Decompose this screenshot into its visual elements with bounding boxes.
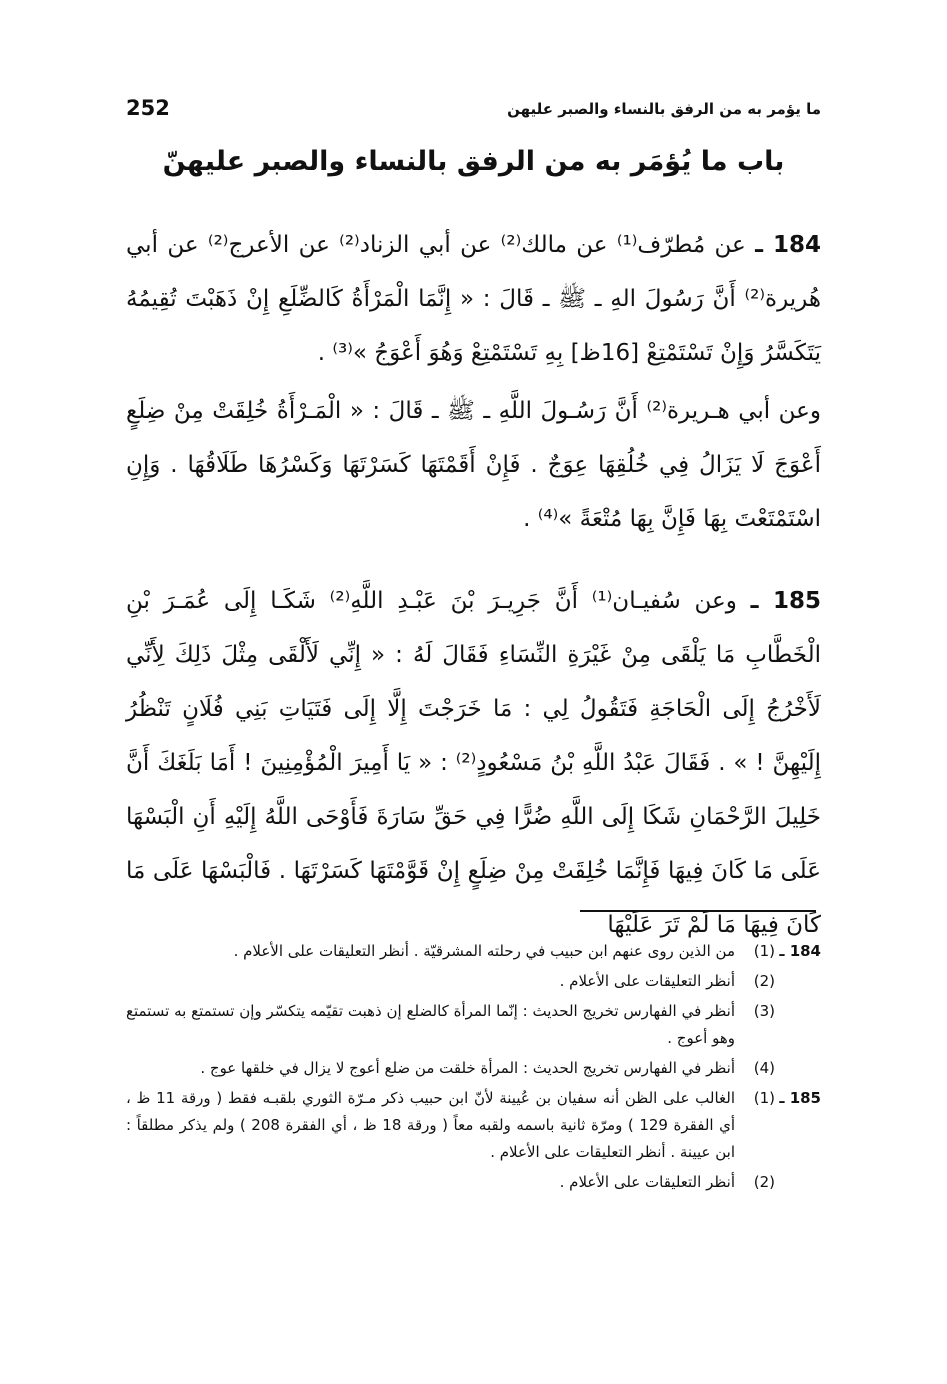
footnote-text: من الذين روى عنهم ابن حبيب في رحلته المشرقيّة . أنظر التعليقات على الأعلام . (233, 942, 735, 960)
footnote (126, 1169, 821, 1196)
footnote-group: 185 ـ (779, 1089, 821, 1107)
chapter-title: باب ما يُؤمَر به من الرفق بالنساء والصبر عليهنّ (162, 146, 785, 177)
hadith-184-variant (126, 384, 821, 546)
hadith-184 (126, 218, 821, 380)
footnote-number: (1) (753, 1089, 775, 1107)
footnote-text: الغالب على الظن أنه سفيان بن عُيينة لأنّ ابن حبيب ذكر مـرّة الثوري بلقبـه فقط ( ورقة 11 ظ ، أي الفقرة 129 ) ومرّة ثانية باسمه ولقبه معاً ( ورقة 18 ظ ، أي الفقرة 208 ) ولم يذكر مطلقاً : ابن عيينة . أنظر التعليقات على الأعلام . (126, 1089, 735, 1161)
hadith-number: 185 ـ (750, 588, 821, 614)
footnote-group (775, 1055, 821, 1082)
footnote-number: (1) (753, 942, 775, 960)
footnote (126, 968, 821, 995)
footnote-number: (2) (753, 1173, 775, 1191)
footnote-number: (4) (753, 1059, 775, 1077)
footnote-group (775, 968, 821, 995)
hadith-number: 184 ـ (755, 232, 822, 258)
footnote-text: أنظر التعليقات على الأعلام . (559, 972, 735, 990)
hadith-185 (126, 574, 821, 952)
footnote-group: 184 ـ (779, 942, 821, 960)
footnote (126, 998, 821, 1052)
footnote-group (775, 998, 821, 1052)
footnote-text: أنظر في الفهارس تخريج الحديث : إنّما المرأة كالضلع إن ذهبت تقيّمه يتكسّر وإن تستمتع به تستمتع وهو أعوج . (126, 1002, 735, 1047)
footnote (126, 1055, 821, 1082)
footnote-divider (580, 910, 816, 912)
hadith-text: عن مُطرّف⁽¹⁾ عن مالك⁽²⁾ عن أبي الزناد⁽²⁾ عن الأعرج⁽²⁾ عن أبي هُريرة⁽²⁾ أَنَّ رَسُولَ الهِ ـ ﷺ ـ قَالَ : « إِنَّمَا الْمَرْأَةُ كَالضِّلَعِ إِنْ ذَهَبْتَ تُقِيمُهُ يَتَكَسَّرُ وَإِنْ تَسْتَمْتِعْ [16ظ] بِهِ تَسْتَمْتِعْ وَهُوَ أَعْوَجُ »⁽³⁾ . (126, 232, 821, 366)
running-head: ما يؤمر به من الرفق بالنساء والصبر عليهن (507, 100, 821, 118)
hadith-text: وعن سُفيـان⁽¹⁾ أَنَّ جَرِيـرَ بْنَ عَبْـدِ اللَّهِ⁽²⁾ شَكَـا إِلَى عُمَـرَ بْنِ الْخَطَّابِ مَا يَلْقَى مِنْ غَيْرَةِ النِّسَاءِ فَقَالَ لَهُ : « إِنِّي لَأَلْقَى مِثْلَ ذَلِكَ لِأَنِّي لَأَخْرُجُ إِلَى الْحَاجَةِ فَتَقُولُ لِي : مَا خَرَجْتَ إِلَّا إِلَى فَتَيَاتِ بَنِي فُلَانٍ تَنْظُرُ إِلَيْهِنَّ ! » . فَقَالَ عَبْدُ اللَّهِ بْنُ مَسْعُودٍ⁽²⁾ : « يَا أَمِيرَ الْمُؤْمِنِينَ ! أَمَا بَلَغَكَ أَنَّ خَلِيلَ الرَّحْمَانِ شَكَا إِلَى اللَّهِ ضُرًّا فِي حَقِّ سَارَةَ فَأَوْحَى اللَّهُ إِلَيْهِ أَنِ الْبَسْهَا عَلَى مَا كَانَ فِيهَا فَإِنَّمَا خُلِقَتْ مِنْ ضِلَعٍ إِنْ قَوَّمْتَهَا كَسَرْتَهَا . فَالْبَسْهَا عَلَى مَا كَانَ فِيهَا مَا لَمْ تَرَ عَلَيْهَا (126, 588, 821, 938)
footnote (126, 1085, 821, 1166)
footnotes (126, 938, 821, 1199)
footnote-number: (2) (753, 972, 775, 990)
footnote-text: أنظر في الفهارس تخريج الحديث : المرأة خلقت من ضلع أعوج لا يزال في خلقها عوج . (200, 1059, 735, 1077)
hadith-text: وعن أبي هـريرة⁽²⁾ أَنَّ رَسُـولَ اللَّهِ ـ ﷺ ـ قَالَ : « الْمَـرْأَةُ خُلِقَتْ مِنْ ضِلَعٍ أَعْوَجَ لَا يَزَالُ فِي خُلُقِهَا عِوَجٌ . فَإِنْ أَقَمْتَهَا كَسَرْتَهَا وَكَسْرُهَا طَلَاقُهَا . وَإِنِ اسْتَمْتَعْتَ بِهَا فَإِنَّ بِهَا مُتْعَةً »⁽⁴⁾ . (126, 398, 821, 532)
footnote-group (775, 1169, 821, 1196)
footnote-text: أنظر التعليقات على الأعلام . (559, 1173, 735, 1191)
footnote-number: (3) (753, 1002, 775, 1020)
page-number: 252 (126, 96, 170, 120)
footnote (126, 938, 821, 965)
